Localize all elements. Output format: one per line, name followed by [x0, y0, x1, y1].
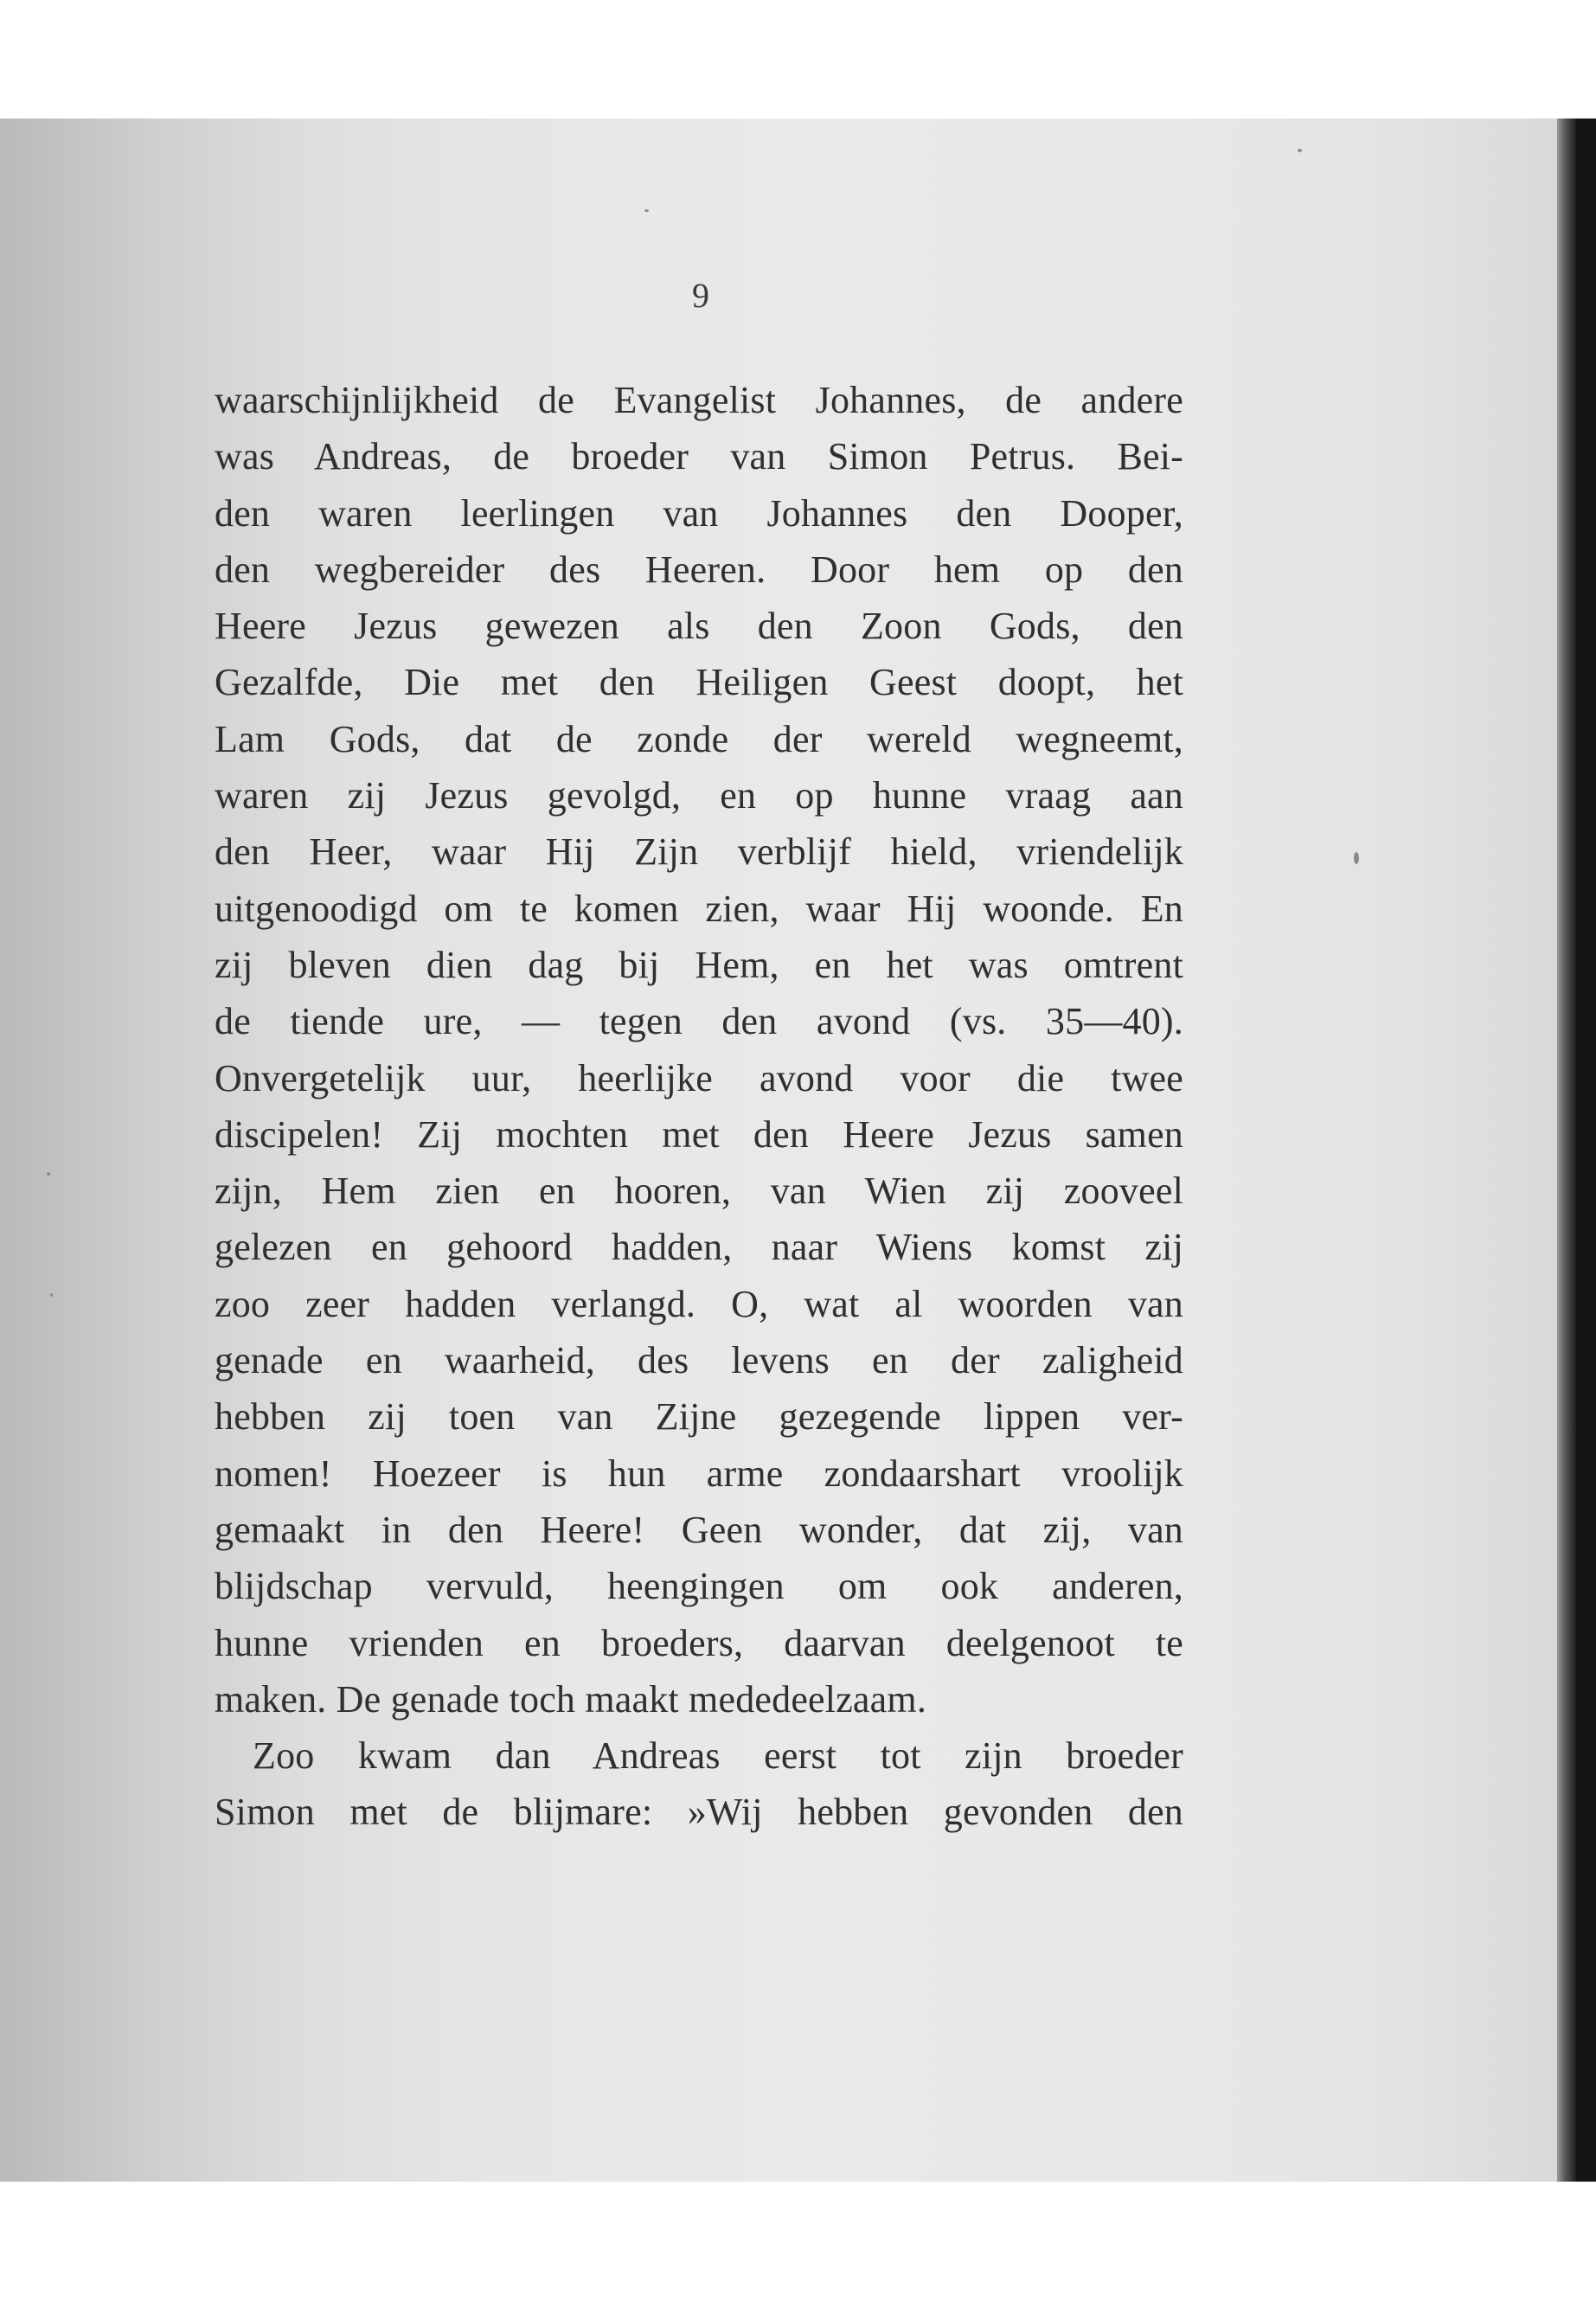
- text-line: blijdschap vervuld, heengingen om ook anderen,: [215, 1565, 1183, 1608]
- text-line: discipelen! Zij mochten met den Heere Jezus samen: [215, 1112, 1183, 1156]
- body-text: [215, 372, 1183, 1841]
- paper-speck: [1354, 852, 1359, 864]
- paper-speck: [644, 209, 649, 212]
- paragraph-end-line: maken. De genade toch maakt mededeelzaam.: [215, 1677, 927, 1721]
- text-line: de tiende ure, — tegen den avond (vs. 35—40).: [215, 1000, 1183, 1043]
- text-line: Gezalfde, Die met den Heiligen Geest doopt, het: [215, 661, 1183, 704]
- text-line: den wegbereider des Heeren. Door hem op den: [215, 548, 1183, 591]
- text-line: waren zij Jezus gevolgd, en op hunne vraag aan: [215, 774, 1183, 817]
- paper-speck: [47, 1172, 50, 1176]
- text-line: Lam Gods, dat de zonde der wereld wegneemt,: [215, 717, 1183, 760]
- text-line: Onvergetelijk uur, heerlijke avond voor die twee: [215, 1056, 1183, 1099]
- text-line: gelezen en gehoord hadden, naar Wiens komst zij: [215, 1226, 1183, 1269]
- paragraph-start-line: Zoo kwam dan Andreas eerst tot zijn broeder: [253, 1734, 1183, 1778]
- text-line: genade en waarheid, des levens en der zaligheid: [215, 1339, 1183, 1382]
- text-line: den Heer, waar Hij Zijn verblijf hield, vriendelijk: [215, 830, 1183, 874]
- text-line: den waren leerlingen van Johannes den Dooper,: [215, 491, 1183, 535]
- text-line: nomen! Hoezeer is hun arme zondaarshart vroolijk: [215, 1452, 1183, 1495]
- text-line: uitgenoodigd om te komen zien, waar Hij woonde. En: [215, 887, 1183, 930]
- page-edge-shadow: [1557, 119, 1576, 2182]
- paper-speck: [50, 1293, 53, 1297]
- text-line: gemaakt in den Heere! Geen wonder, dat zij, van: [215, 1508, 1183, 1551]
- paper-speck: [1298, 149, 1302, 152]
- text-line: Heere Jezus gewezen als den Zoon Gods, den: [215, 605, 1183, 648]
- text-line: zoo zeer hadden verlangd. O, wat al woorden van: [215, 1282, 1183, 1325]
- text-line: hunne vrienden en broeders, daarvan deelgenoot te: [215, 1621, 1183, 1664]
- text-line: Simon met de blijmare: »Wij hebben gevonden den: [215, 1791, 1183, 1834]
- text-line: hebben zij toen van Zijne gezegende lippen ver-: [215, 1395, 1183, 1439]
- text-line: was Andreas, de broeder van Simon Petrus. Bei-: [215, 435, 1183, 478]
- text-line: zijn, Hem zien en hooren, van Wien zij zooveel: [215, 1170, 1183, 1213]
- page-number: 9: [692, 276, 709, 315]
- text-line: zij bleven dien dag bij Hem, en het was omtrent: [215, 943, 1183, 986]
- scanner-border: [1576, 119, 1596, 2182]
- text-line: waarschijnlijkheid de Evangelist Johannes, de andere: [215, 379, 1183, 421]
